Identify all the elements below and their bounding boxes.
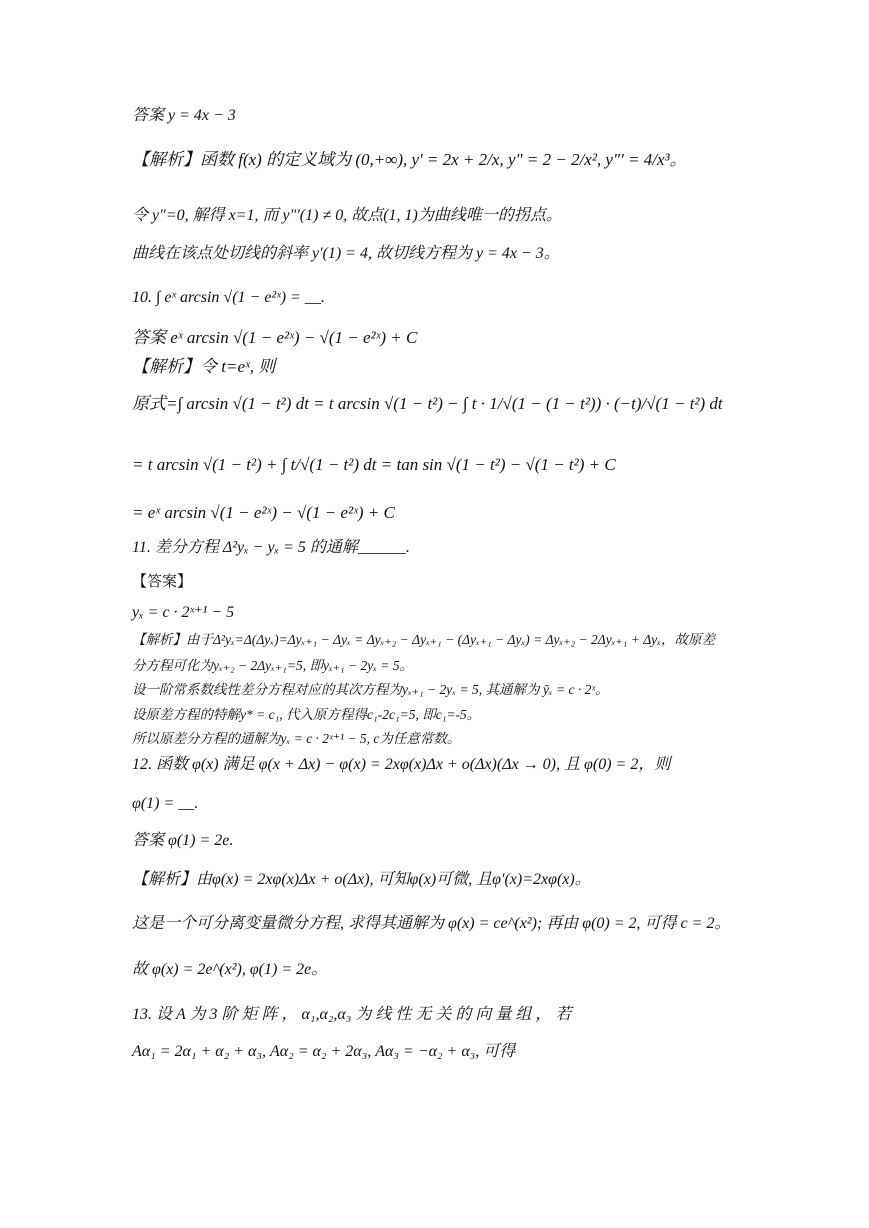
line: φ(1) = __. (132, 795, 199, 812)
line: = eˣ arcsin √(1 − e²ˣ) − √(1 − e²ˣ) + C (132, 503, 395, 522)
line: = t arcsin √(1 − t²) + ∫ t/√(1 − t²) dt = tan sin √(1 − t²) − √(1 − t²) + C (132, 455, 616, 474)
line: 设原差方程的特解y* = c₁, 代入原方程得c₁-2c₁=5, 即c₁=-5。 (132, 707, 481, 722)
line: 答案 φ(1) = 2e. (132, 832, 234, 849)
line: 这是一个可分离变量微分方程, 求得其通解为 φ(x) = ce^(x²); 再由 φ(0) = 2, 可得 c = 2。 (132, 915, 731, 932)
line: yₓ = c · 2ˣ⁺¹ − 5 (132, 604, 235, 621)
line: 令 y"=0, 解得 x=1, 而 y"'(1) ≠ 0, 故点(1, 1)为曲线唯一的拐点。 (132, 207, 562, 224)
line: 答案 y = 4x − 3 (132, 107, 236, 124)
line: Aα₁ = 2α₁ + α₂ + α₃, Aα₂ = α₂ + 2α₃, Aα₃ = −α₂ + α₃, 可得 (132, 1043, 516, 1060)
line: 答案 eˣ arcsin √(1 − e²ˣ) − √(1 − e²ˣ) + C (132, 328, 418, 347)
line: 设一阶常系数线性差分方程对应的其次方程为yₓ₊₁ − 2yₓ = 5, 其通解为 ȳₓ = c · 2ˣ。 (132, 682, 609, 697)
line: 故 φ(x) = 2e^(x²), φ(1) = 2e。 (132, 961, 328, 978)
line: 【解析】由φ(x) = 2xφ(x)Δx + o(Δx), 可知φ(x)可微, 且φ'(x)=2xφ(x)。 (132, 871, 591, 888)
line: 【答案】 (132, 572, 193, 590)
line: 曲线在该点处切线的斜率 y'(1) = 4, 故切线方程为 y = 4x − 3。 (132, 245, 560, 262)
line: 【解析】由于Δ²yₓ=Δ(Δyₓ)=Δyₓ₊₁ − Δyₓ = Δyₓ₊₂ − Δyₓ₊₁ − (Δyₓ₊₁ − Δyₓ) = Δyₓ₊₂ − 2Δyₓ₊₁ + Δyₓ，故原差 (132, 632, 715, 647)
line: 11. 差分方程 Δ²yₓ − yₓ = 5 的通解______. (132, 539, 410, 556)
line: 所以原差分方程的通解为yₓ = c · 2ˣ⁺¹ − 5, c为任意常数。 (132, 731, 461, 746)
line: 12. 函数 φ(x) 满足 φ(x + Δx) − φ(x) = 2xφ(x)Δx + o(Δx)(Δx → 0), 且 φ(0) = 2，则 (132, 756, 671, 773)
line: 【解析】令 t=eˣ, 则 (132, 357, 276, 376)
line: 原式=∫ arcsin √(1 − t²) dt = t arcsin √(1 − t²) − ∫ t · 1/√(1 − (1 − t²)) · (−t)/√(1 − t²) dt (132, 394, 723, 413)
line: 分方程可化为yₓ₊₂ − 2Δyₓ₊₁=5, 即yₓ₊₁ − 2yₓ = 5。 (132, 658, 414, 673)
line: 13. 设 A 为 3 阶 矩 阵 ， α₁,α₂,α₃ 为 线 性 无 关 的 向 量 组 ， 若 (132, 1006, 572, 1023)
line: 10. ∫ eˣ arcsin √(1 − e²ˣ) = __. (132, 289, 325, 306)
line: 【解析】函数 f(x) 的定义域为 (0,+∞), y' = 2x + 2/x, y" = 2 − 2/x², y"' = 4/x³。 (132, 150, 687, 169)
